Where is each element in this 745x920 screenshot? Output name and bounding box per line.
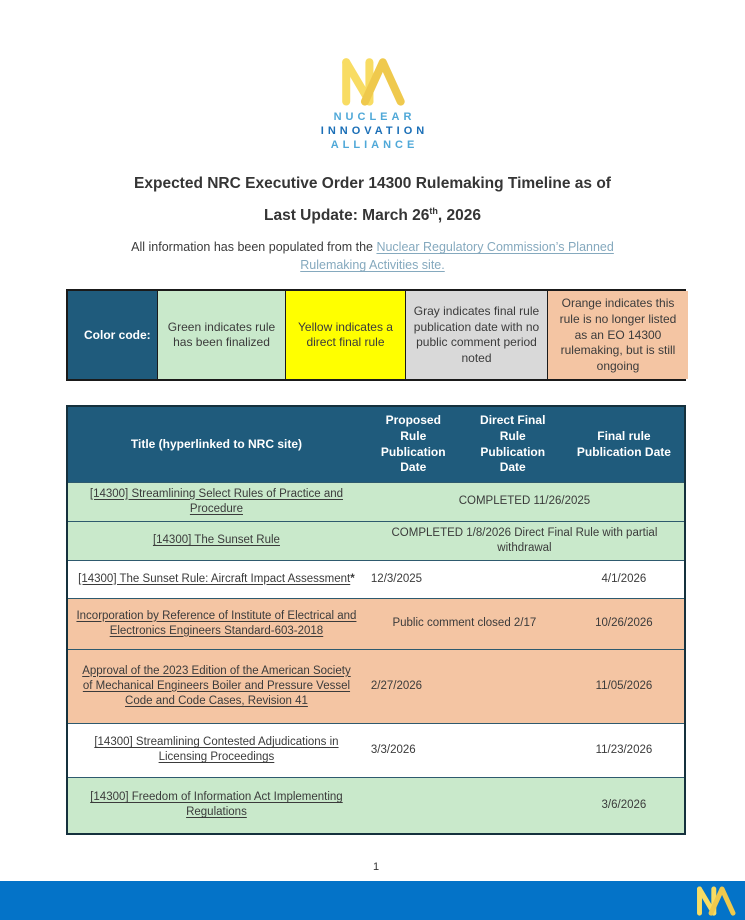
row-title-cell [68, 650, 365, 723]
table-row [68, 777, 684, 833]
footer-bar [0, 881, 745, 920]
row-title-link[interactable]: [14300] The Sunset Rule: Aircraft Impact Assessment [78, 572, 351, 585]
legend-item-green: Green indicates rule has been finalized [157, 291, 285, 379]
row-final-cell: 11/05/2026 [595, 679, 653, 692]
row-title-cell [68, 561, 365, 598]
page-number: 1 [372, 860, 380, 873]
legend-item-orange: Orange indicates this rule is no longer listed as an EO 14300 rulemaking, but is still ongoing [547, 291, 688, 379]
nia-logo-mark-icon [335, 56, 411, 106]
table-row [68, 482, 684, 521]
row-comment-cell: Public comment closed 2/17 [392, 617, 537, 630]
table-header-row [68, 407, 684, 481]
legend-label: Color code: [68, 291, 157, 379]
row-title-cell [68, 599, 365, 649]
row-proposed-cell: 3/3/2026 [370, 743, 416, 756]
header-title: Title (hyperlinked to NRC site) [130, 436, 303, 451]
row-title-link[interactable]: [14300] Freedom of Information Act Implementing Regulations [90, 791, 343, 819]
row-proposed-cell: 2/27/2026 [370, 679, 423, 692]
row-title-cell [68, 522, 365, 560]
row-direct-final-cell [462, 724, 564, 777]
nrc-planned-rulemaking-link[interactable]: Nuclear Regulatory Commission’s Planned Rulemaking Activities site. [300, 240, 614, 273]
logo-text-alliance: ALLIANCE [330, 139, 419, 151]
table-row [68, 598, 684, 649]
table-row [68, 649, 684, 723]
row-title-link[interactable]: [14300] Streamlining Select Rules of Practice and Procedure [89, 487, 344, 515]
row-final-cell: 3/6/2026 [601, 798, 647, 811]
row-final-cell: 10/26/2026 [595, 617, 653, 630]
row-proposed-cell [365, 778, 462, 833]
page-title [0, 176, 745, 223]
row-direct-final-cell [462, 650, 564, 723]
rulemaking-timeline-table [66, 405, 686, 834]
row-title-cell [68, 483, 365, 521]
header-proposed-date: Proposed Rule Publication Date [380, 413, 446, 475]
row-title-link[interactable]: [14300] Streamlining Contested Adjudications in Licensing Proceedings [94, 736, 339, 764]
table-row [68, 560, 684, 598]
row-direct-final-cell [462, 778, 564, 833]
title-line1: Expected NRC Executive Order 14300 Rulemaking Timeline as of [134, 175, 611, 192]
logo-text-nuclear: NUCLEAR [333, 111, 416, 123]
legend-item-gray: Gray indicates final rule publication date with no public comment period noted [405, 291, 547, 379]
row-final-cell: 4/1/2026 [601, 572, 647, 585]
color-code-legend [66, 289, 686, 381]
nia-logo [0, 0, 745, 152]
logo-text-innovation: INNOVATION [320, 125, 429, 137]
footer-nia-mark-icon [694, 885, 738, 916]
row-proposed-cell: 12/3/2025 [370, 572, 423, 585]
row-title-link[interactable]: [14300] The Sunset Rule [152, 534, 280, 547]
intro-text: All information has been populated from the Nuclear Regulatory Commission’s Planned Rulemaking Activities site. [131, 240, 614, 273]
row-status-cell: COMPLETED 1/8/2026 Direct Final Rule with partial withdrawal [391, 526, 658, 554]
row-title-cell [68, 724, 365, 777]
title-line2: Last Update: March 26th, 2026 [264, 205, 481, 224]
footnote-asterisk: * [350, 572, 355, 585]
header-direct-final-date: Direct Final Rule Publication Date [480, 413, 546, 475]
row-status-cell: COMPLETED 11/26/2025 [458, 495, 591, 508]
row-final-cell: 11/23/2026 [595, 743, 653, 756]
row-direct-final-cell [462, 561, 564, 598]
header-final-date: Final rule Publication Date [576, 429, 671, 459]
row-title-link[interactable]: Approval of the 2023 Edition of the American Society of Mechanical Engineers Boiler and Pressure Vessel Code and Code Cases, Revision 41 [82, 664, 351, 707]
legend-item-yellow: Yellow indicates a direct final rule [285, 291, 405, 379]
row-title-link[interactable]: Incorporation by Reference of Institute of Electrical and Electronics Engineers Standard-603-2018 [76, 609, 357, 637]
table-row [68, 723, 684, 777]
row-title-cell [68, 778, 365, 833]
table-row [68, 521, 684, 560]
ordinal-superscript: th [429, 205, 438, 216]
